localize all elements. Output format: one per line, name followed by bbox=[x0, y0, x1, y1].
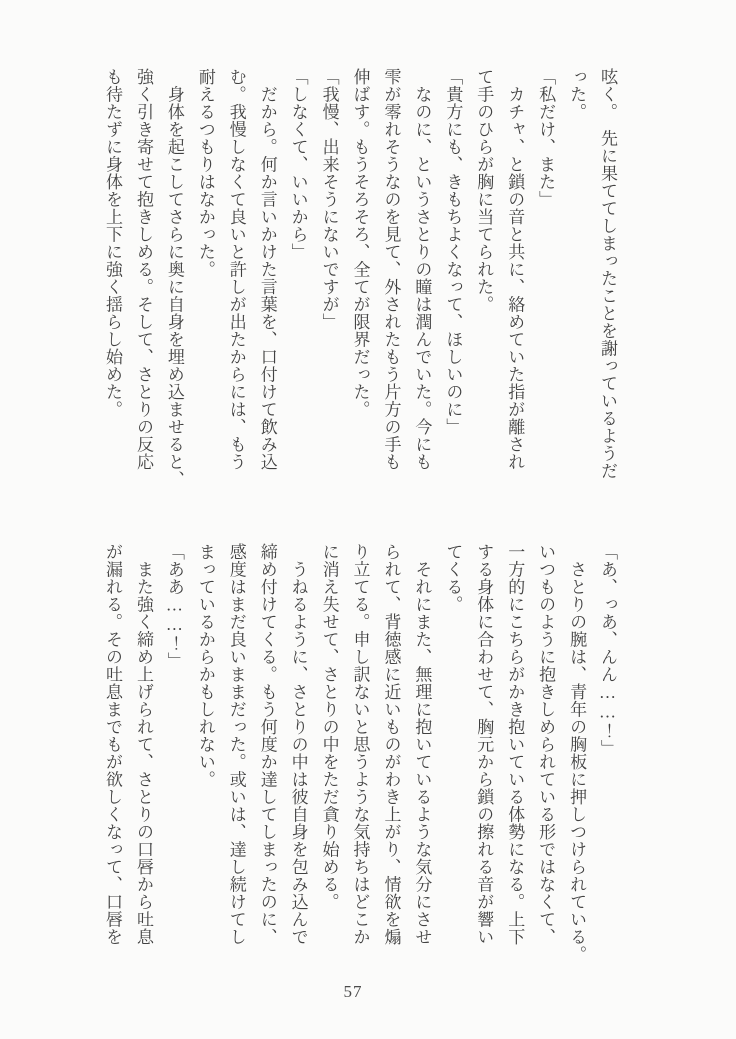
text-line: 感度はまだ良いままだった。或いは、達し続けてし bbox=[226, 543, 246, 946]
text-line: 「我慢、出来そうにないですが」 bbox=[319, 68, 339, 331]
text-line: った。 bbox=[567, 68, 587, 121]
text-line: 耐えるつもりはなかった。 bbox=[195, 68, 215, 278]
text-line: 「貴方にも、きもちよくなって、ほしいのに」 bbox=[443, 68, 463, 436]
text-line: む。我慢しなくて良いと許しが出たからには、もう bbox=[226, 68, 246, 471]
text-line: 身体を起こしてさらに奥に自身を埋め込ませると、 bbox=[164, 68, 184, 488]
text-line: 強く引き寄せて抱きしめる。そして、さとりの反応 bbox=[133, 68, 153, 471]
text-line: り立てる。申し訳ないと思うような気持ちはどこか bbox=[350, 543, 370, 946]
text-line: いつものように抱きしめられている形ではなくて、 bbox=[536, 543, 556, 946]
text-line: だから。何か言いかけた言葉を、口付けて飲み込 bbox=[257, 68, 277, 471]
text-line: また強く締め上げられて、さとりの口唇から吐息 bbox=[133, 543, 153, 946]
text-line: 伸ばす。もうそろそろ、全てが限界だった。 bbox=[350, 68, 370, 418]
text-line: られて、背徳感に近いものがわき上がり、情欲を煽 bbox=[381, 543, 401, 946]
text-line: カチャ、と鎖の音と共に、絡めていた指が離され bbox=[505, 68, 525, 471]
text-line: それにまた、無理に抱いているような気分にさせ bbox=[412, 543, 432, 946]
text-line: 呟く。 先に果ててしまったことを謝っているようだ bbox=[598, 68, 617, 480]
text-line: うねるように、さとりの中は彼自身を包み込んで bbox=[288, 543, 308, 946]
text-line: 一方的にこちらがかき抱いている体勢になる。上下 bbox=[505, 543, 525, 946]
text-line: てくる。 bbox=[443, 543, 463, 613]
text-line: が漏れる。その吐息までもが欲しくなって、口唇を bbox=[103, 543, 122, 946]
text-line: なのに、というさとりの瞳は潤んでいた。今にも bbox=[412, 68, 432, 471]
upper-text-block bbox=[96, 68, 622, 498]
text-line: 「私だけ、また」 bbox=[536, 68, 556, 208]
text-line: 「ああ……！」 bbox=[164, 543, 184, 670]
text-line: て手のひらが胸に当てられた。 bbox=[474, 68, 494, 313]
page-number: 57 bbox=[343, 982, 363, 1001]
text-line: 「あ、っあ、んん……！」 bbox=[598, 543, 617, 757]
text-line: する身体に合わせて、胸元から鎖の擦れる音が響い bbox=[474, 543, 494, 946]
text-line: 締め付けてくる。もう何度か達してしまったのに、 bbox=[257, 543, 277, 946]
text-line: さとりの腕は、青年の胸板に押しつけられている。 bbox=[567, 543, 587, 963]
text-line: 「しなくて、いいから」 bbox=[288, 68, 308, 261]
lower-text-block bbox=[96, 543, 622, 973]
text-line: も待たずに身体を上下に強く揺らし始めた。 bbox=[103, 68, 122, 418]
text-line: まっているからかもしれない。 bbox=[195, 543, 215, 788]
text-line: 雫が零れそうなのを見て、外されたもう片方の手も bbox=[381, 68, 401, 471]
text-line: に消え失せて、さとりの中をただ貪り始める。 bbox=[319, 543, 339, 911]
